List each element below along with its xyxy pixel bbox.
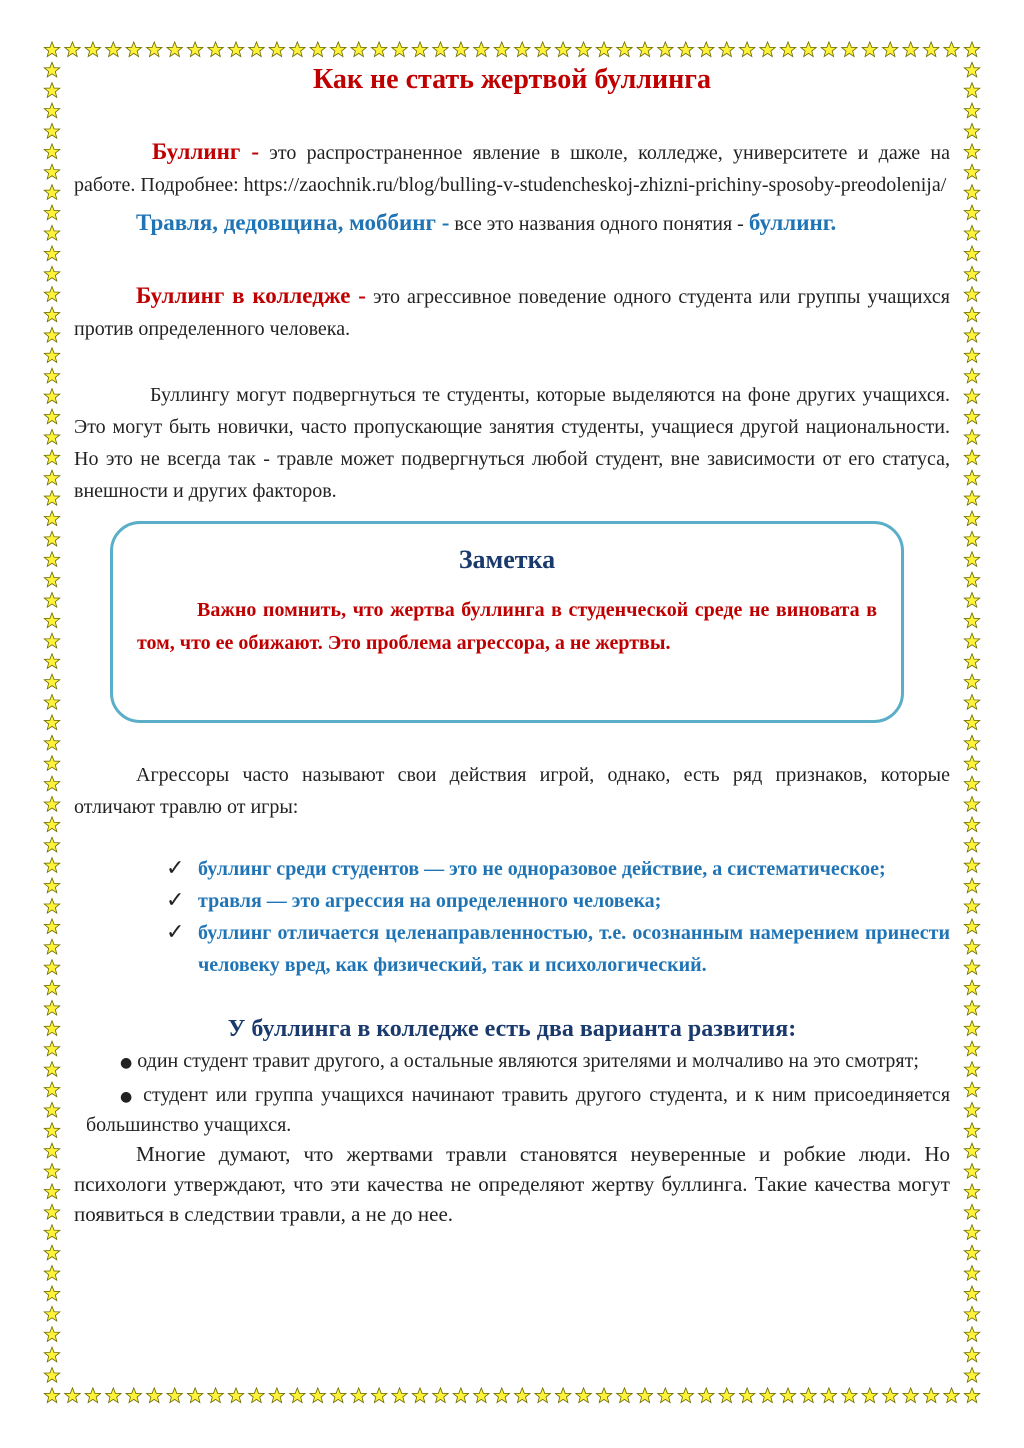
star-icon: [964, 1062, 979, 1077]
star-icon: [596, 42, 611, 57]
star-icon: [964, 1204, 979, 1219]
star-icon: [44, 695, 59, 710]
star-icon: [44, 1225, 59, 1240]
star-icon: [964, 735, 979, 750]
star-icon: [269, 42, 284, 57]
star-icon: [882, 42, 897, 57]
star-icon: [44, 1021, 59, 1036]
star-icon: [964, 185, 979, 200]
paragraph-conclusion: Многие думают, что жертвами травли становятся неуверенные и робкие люди. Но психологи утверждают, что эти качества не определяют жертву буллинга. Такие качества могут появиться в следствии травли, а не до нее.: [74, 1142, 950, 1226]
star-icon: [351, 42, 366, 57]
star-icon: [964, 531, 979, 546]
star-icon: [576, 1388, 591, 1403]
star-icon: [371, 42, 386, 57]
star-icon: [964, 715, 979, 730]
star-icon: [433, 42, 448, 57]
star-icon: [44, 225, 59, 240]
star-icon: [964, 1041, 979, 1056]
star-icon: [964, 613, 979, 628]
star-icon: [964, 898, 979, 913]
star-icon: [351, 1388, 366, 1403]
star-icon: [44, 511, 59, 526]
star-icon: [964, 939, 979, 954]
star-icon: [678, 1388, 693, 1403]
star-icon: [923, 42, 938, 57]
star-icon: [964, 470, 979, 485]
paragraph-who: Буллингу могут подвергнуться те студенты, которые выделяются на фоне других учащихся. Это могут быть новички, часто пропускающие занятия студенты, учащиеся другой национальности. Но это не всегда так - травле может подвергнуться любой студент, вне зависимости от его статуса, внешности и других факторов.: [74, 384, 950, 502]
star-icon: [330, 1388, 345, 1403]
star-icon: [964, 858, 979, 873]
term-synonyms: Травля, дедовщина, моббинг -: [136, 210, 450, 235]
star-icon: [964, 511, 979, 526]
star-icon: [474, 1388, 489, 1403]
star-icon: [44, 735, 59, 750]
star-icon: [944, 1388, 959, 1403]
college-text: это агрессивное поведение одного студента или группы учащихся против определенного человека.: [74, 286, 950, 340]
star-icon: [44, 327, 59, 342]
star-icon: [964, 103, 979, 118]
star-icon: [44, 368, 59, 383]
star-icon: [514, 1388, 529, 1403]
star-icon: [44, 674, 59, 689]
star-icon: [44, 593, 59, 608]
page-content: [74, 60, 950, 1229]
star-icon: [964, 83, 979, 98]
star-icon: [964, 552, 979, 567]
star-icon: [44, 898, 59, 913]
star-icon: [862, 1388, 877, 1403]
star-icon: [964, 1082, 979, 1097]
star-icon: [944, 42, 959, 57]
star-icon: [44, 1062, 59, 1077]
star-icon: [208, 42, 223, 57]
star-icon: [903, 1388, 918, 1403]
star-icon: [882, 1388, 897, 1403]
star-icon: [187, 1388, 202, 1403]
star-icon: [964, 1225, 979, 1240]
star-icon: [85, 1388, 100, 1403]
star-icon: [371, 1388, 386, 1403]
list-item: ✓ буллинг среди студентов — это не одноразовое действие, а систематическое;: [166, 853, 950, 885]
star-icon: [44, 103, 59, 118]
star-icon: [964, 593, 979, 608]
star-icon: [964, 695, 979, 710]
star-icon: [964, 1123, 979, 1138]
star-icon: [658, 1388, 673, 1403]
star-icon: [453, 42, 468, 57]
star-icon: [842, 1388, 857, 1403]
star-icon: [964, 878, 979, 893]
star-icon: [85, 42, 100, 57]
star-icon: [44, 246, 59, 261]
star-icon: [964, 287, 979, 302]
star-icon: [637, 42, 652, 57]
star-icon: [330, 42, 345, 57]
star-icon: [658, 42, 673, 57]
star-icon: [44, 1266, 59, 1281]
star-icon: [44, 185, 59, 200]
term-bullying: Буллинг -: [152, 139, 259, 164]
star-icon: [44, 1368, 59, 1383]
star-icon: [964, 960, 979, 975]
star-icon: [44, 307, 59, 322]
star-icon: [964, 144, 979, 159]
star-icon: [392, 1388, 407, 1403]
star-icon: [44, 980, 59, 995]
star-icon: [44, 1102, 59, 1117]
star-icon: [964, 1306, 979, 1321]
star-icon: [310, 42, 325, 57]
star-icon: [44, 1123, 59, 1138]
star-icon: [596, 1388, 611, 1403]
term-college-bullying: Буллинг в колледже -: [136, 283, 366, 308]
star-icon: [126, 42, 141, 57]
star-icon: [964, 1143, 979, 1158]
star-icon: [44, 450, 59, 465]
checkmark-icon: ✓: [166, 888, 185, 913]
star-icon: [535, 42, 550, 57]
star-icon: [964, 1184, 979, 1199]
star-icon: [44, 1306, 59, 1321]
star-icon: [290, 42, 305, 57]
star-icon: [862, 42, 877, 57]
star-icon: [44, 796, 59, 811]
star-icon: [964, 1347, 979, 1362]
star-icon: [698, 42, 713, 57]
star-icon: [555, 1388, 570, 1403]
star-icon: [964, 1266, 979, 1281]
star-icon: [964, 837, 979, 852]
star-icon: [739, 42, 754, 57]
subheading-variants: У буллинга в колледже есть два варианта развития:: [227, 1016, 797, 1042]
list-item: ● один студент травит другого, а остальные являются зрителями и молчаливо на это смотрят;: [120, 1050, 919, 1072]
star-icon: [964, 307, 979, 322]
star-icon: [44, 429, 59, 444]
star-icon: [535, 1388, 550, 1403]
star-icon: [249, 1388, 264, 1403]
star-icon: [412, 1388, 427, 1403]
star-icon: [617, 1388, 632, 1403]
star-icon: [44, 837, 59, 852]
checkmark-icon: ✓: [166, 856, 185, 881]
star-icon: [44, 123, 59, 138]
star-icon: [65, 42, 80, 57]
star-icon: [412, 42, 427, 57]
star-icon: [167, 42, 182, 57]
star-icon: [821, 1388, 836, 1403]
checkmark-icon: ✓: [166, 920, 185, 945]
star-icon: [964, 654, 979, 669]
star-icon: [44, 389, 59, 404]
star-icon: [187, 42, 202, 57]
bullet-icon: ●: [120, 1055, 133, 1071]
star-icon: [44, 1143, 59, 1158]
list-item: ✓ буллинг отличается целенаправленностью, т.е. осознанным намерением принести человеку вред, как физический, так и психологический.: [166, 917, 950, 981]
star-icon: [719, 42, 734, 57]
bullet-icon: ●: [120, 1089, 136, 1105]
star-icon: [576, 42, 591, 57]
star-icon: [392, 42, 407, 57]
star-icon: [44, 1184, 59, 1199]
star-icon: [44, 1327, 59, 1342]
star-icon: [44, 1164, 59, 1179]
star-icon: [739, 1388, 754, 1403]
star-icon: [821, 42, 836, 57]
star-icon: [44, 266, 59, 281]
star-icon: [228, 1388, 243, 1403]
star-icon: [106, 42, 121, 57]
list-item: ✓ травля — это агрессия на определенного человека;: [166, 885, 950, 917]
star-icon: [964, 1388, 979, 1403]
star-icon: [964, 776, 979, 791]
star-icon: [698, 1388, 713, 1403]
star-icon: [44, 164, 59, 179]
list-item: ● студент или группа учащихся начинают травить другого студента, и к ним присоединяется большинство учащихся.: [86, 1084, 951, 1136]
star-icon: [964, 572, 979, 587]
star-icon: [44, 42, 59, 57]
star-icon: [44, 633, 59, 648]
star-icon: [290, 1388, 305, 1403]
star-icon: [44, 1000, 59, 1015]
star-icon: [637, 1388, 652, 1403]
synonyms-text: все это названия одного понятия -: [449, 213, 749, 235]
star-icon: [44, 613, 59, 628]
star-icon: [44, 654, 59, 669]
star-icon: [964, 1000, 979, 1015]
star-icon: [44, 1041, 59, 1056]
star-icon: [964, 123, 979, 138]
star-icon: [964, 1286, 979, 1301]
signs-checklist: [166, 853, 950, 981]
star-icon: [208, 1388, 223, 1403]
star-icon: [44, 756, 59, 771]
star-icon: [964, 409, 979, 424]
paragraph-synonyms: [74, 205, 950, 242]
star-icon: [964, 1164, 979, 1179]
star-icon: [964, 980, 979, 995]
star-icon: [964, 164, 979, 179]
star-icon: [964, 674, 979, 689]
star-icon: [44, 1245, 59, 1260]
star-icon: [44, 470, 59, 485]
star-icon: [760, 1388, 775, 1403]
paragraph-definition: [74, 136, 950, 201]
star-icon: [964, 348, 979, 363]
star-icon: [964, 42, 979, 57]
note-box: [110, 521, 904, 723]
paragraph-college: [74, 280, 950, 345]
star-icon: [964, 817, 979, 832]
star-icon: [44, 287, 59, 302]
star-icon: [964, 1021, 979, 1036]
star-icon: [964, 633, 979, 648]
star-icon: [964, 1245, 979, 1260]
star-icon: [964, 62, 979, 77]
star-icon: [964, 756, 979, 771]
star-icon: [801, 42, 816, 57]
star-icon: [453, 1388, 468, 1403]
star-icon: [44, 1388, 59, 1403]
star-icon: [494, 42, 509, 57]
star-icon: [249, 42, 264, 57]
star-icon: [964, 266, 979, 281]
star-icon: [964, 796, 979, 811]
star-icon: [474, 42, 489, 57]
star-icon: [964, 327, 979, 342]
star-icon: [44, 1082, 59, 1097]
star-icon: [44, 205, 59, 220]
star-icon: [923, 1388, 938, 1403]
star-icon: [44, 144, 59, 159]
star-icon: [146, 1388, 161, 1403]
star-icon: [146, 42, 161, 57]
star-icon: [555, 42, 570, 57]
star-icon: [842, 42, 857, 57]
page-title: Как не стать жертвой буллинга: [312, 64, 711, 95]
star-icon: [44, 919, 59, 934]
star-icon: [760, 42, 775, 57]
star-icon: [964, 205, 979, 220]
star-icon: [44, 878, 59, 893]
star-icon: [719, 1388, 734, 1403]
star-icon: [44, 858, 59, 873]
star-icon: [44, 715, 59, 730]
star-icon: [678, 42, 693, 57]
star-icon: [964, 491, 979, 506]
star-icon: [964, 225, 979, 240]
star-icon: [494, 1388, 509, 1403]
term-bullying-blue: буллинг.: [748, 210, 837, 235]
star-icon: [310, 1388, 325, 1403]
star-icon: [44, 776, 59, 791]
star-icon: [44, 62, 59, 77]
star-icon: [964, 1368, 979, 1383]
star-icon: [44, 1347, 59, 1362]
star-icon: [228, 42, 243, 57]
star-icon: [964, 450, 979, 465]
star-icon: [44, 83, 59, 98]
star-icon: [44, 939, 59, 954]
star-icon: [44, 960, 59, 975]
star-icon: [126, 1388, 141, 1403]
star-icon: [964, 368, 979, 383]
star-icon: [44, 817, 59, 832]
star-icon: [44, 1286, 59, 1301]
star-icon: [964, 919, 979, 934]
star-icon: [44, 552, 59, 567]
star-icon: [964, 246, 979, 261]
star-icon: [780, 1388, 795, 1403]
star-icon: [44, 1204, 59, 1219]
star-icon: [44, 348, 59, 363]
star-icon: [65, 1388, 80, 1403]
note-title: Заметка: [458, 545, 556, 574]
star-icon: [801, 1388, 816, 1403]
star-icon: [964, 429, 979, 444]
definition-text: это распространенное явление в школе, колледже, университете и даже на работе. Подробнее: https://zaochnik.ru/blog/bulling-v-studencheskoj-zhizni-prichiny-sposoby-preodolenija/: [74, 142, 950, 196]
star-icon: [964, 1327, 979, 1342]
star-icon: [514, 42, 529, 57]
star-icon: [167, 1388, 182, 1403]
star-icon: [780, 42, 795, 57]
star-icon: [964, 1102, 979, 1117]
note-text: Важно помнить, что жертва буллинга в студенческой среде не виновата в том, что ее обижают. Это проблема агрессора, а не жертвы.: [137, 599, 877, 654]
star-icon: [44, 572, 59, 587]
star-icon: [44, 491, 59, 506]
star-icon: [433, 1388, 448, 1403]
star-icon: [617, 42, 632, 57]
star-icon: [903, 42, 918, 57]
star-icon: [44, 531, 59, 546]
paragraph-aggressors: Агрессоры часто называют свои действия игрой, однако, есть ряд признаков, которые отличают травлю от игры:: [74, 764, 950, 818]
star-icon: [269, 1388, 284, 1403]
star-icon: [44, 409, 59, 424]
star-icon: [106, 1388, 121, 1403]
star-icon: [964, 389, 979, 404]
